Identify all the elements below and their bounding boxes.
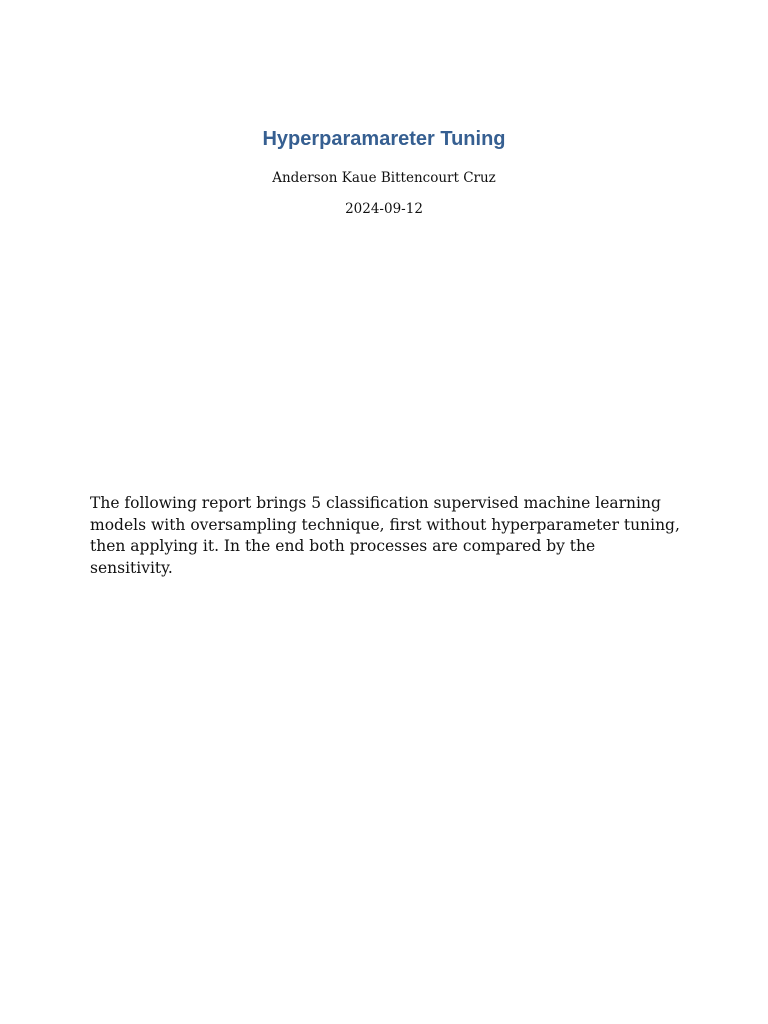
document-title: Hyperparamareter Tuning bbox=[262, 128, 506, 150]
document-abstract: The following report brings 5 classification supervised machine learning models with oversampling technique, first without hyperparameter tuning, then applying it. In the end both processes are compared by the sensitivity. bbox=[90, 494, 680, 577]
document-date: 2024-09-12 bbox=[345, 201, 423, 217]
document-author: Anderson Kaue Bittencourt Cruz bbox=[272, 170, 496, 186]
